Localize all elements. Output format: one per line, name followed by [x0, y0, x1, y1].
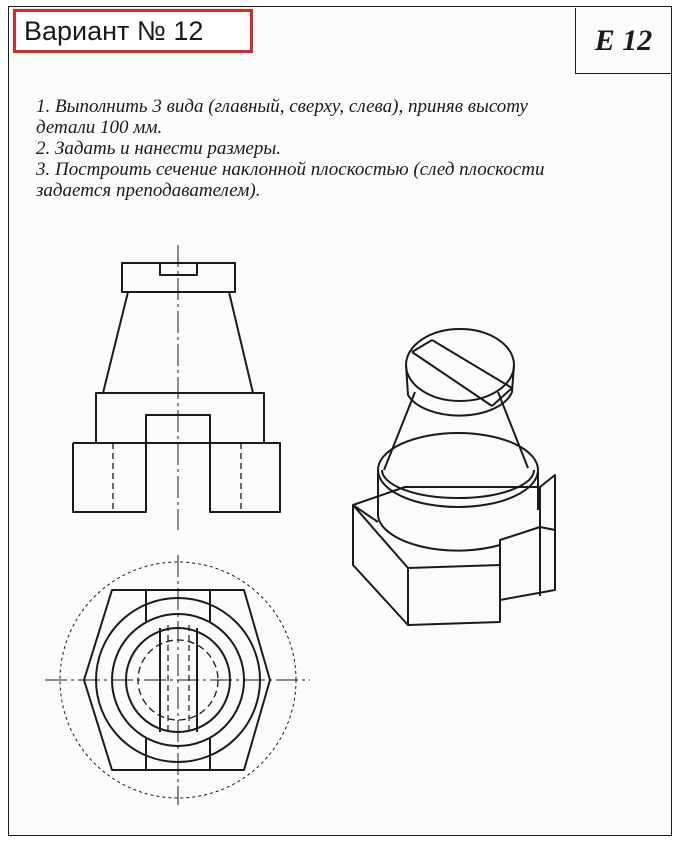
task-line: 1. Выполнить 3 вида (главный, сверху, слева), приняв высоту	[36, 96, 528, 117]
front-view	[73, 263, 280, 512]
task-line: задается преподавателем).	[36, 180, 261, 201]
sheet-code: E 12	[575, 8, 671, 74]
isometric-view	[353, 329, 555, 625]
task-line: 2. Задать и нанести размеры.	[36, 138, 281, 159]
task-line: детали 100 мм.	[36, 117, 163, 138]
task-line: 3. Построить сечение наклонной плоскостью (след плоскости	[36, 159, 545, 180]
variant-label: Вариант № 12	[13, 9, 253, 53]
